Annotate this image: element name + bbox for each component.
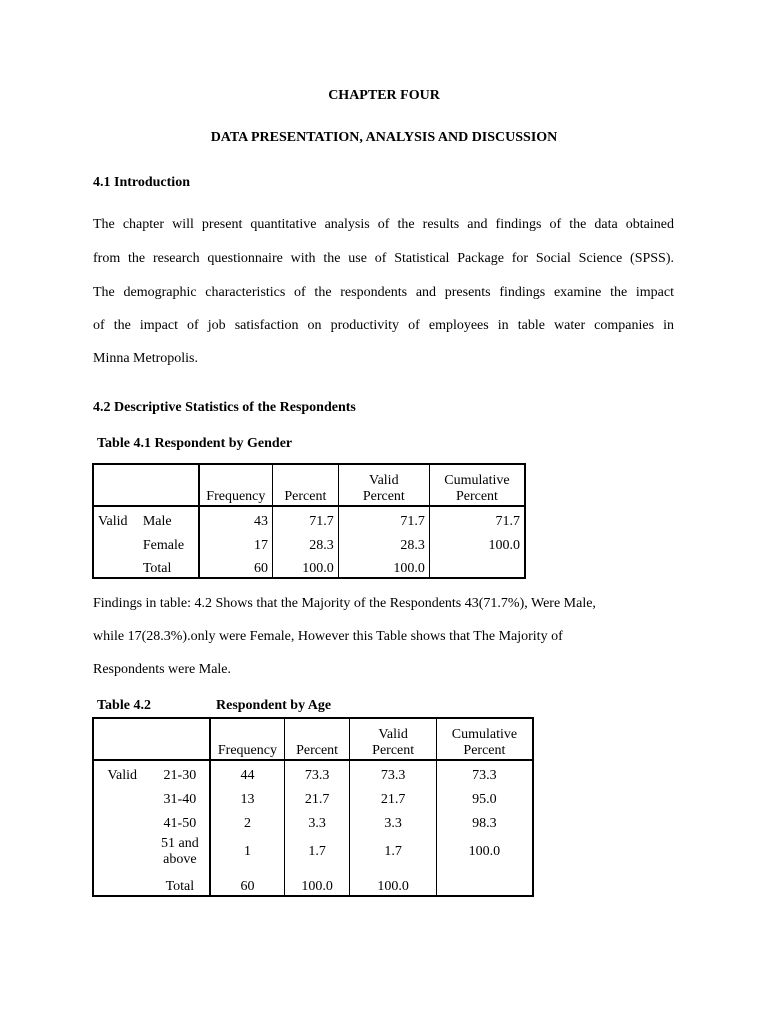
- group-label: Valid: [107, 768, 138, 783]
- header-frequency: Frequency: [199, 464, 273, 506]
- intro-line: Minna Metropolis.: [93, 351, 198, 366]
- cell-cumulative-percent: 95.0: [472, 792, 497, 807]
- cell-frequency: 60: [199, 554, 273, 578]
- table2-caption-number: Table 4.2: [97, 698, 151, 713]
- group-label: Valid: [98, 514, 128, 529]
- cell-cumulative-percent: [429, 554, 525, 578]
- header-valid-percent: Valid Percent: [350, 718, 436, 760]
- intro-line: The chapter will present quantitative analysis of the results and findings of the data obtained: [93, 217, 674, 232]
- cell-frequency: 43: [199, 506, 273, 530]
- cell-percent: 100.0: [284, 872, 350, 896]
- cell-valid-percent: 100.0: [338, 554, 429, 578]
- table-row: [93, 832, 533, 872]
- table-row: [93, 530, 525, 554]
- cell-cumulative-percent: 100.0: [468, 844, 501, 859]
- table-row: [93, 872, 533, 896]
- descriptive-heading: 4.2 Descriptive Statistics of the Respondents: [93, 400, 356, 415]
- header-valid-percent: Valid Percent: [338, 464, 429, 506]
- row-label: Total: [139, 554, 199, 578]
- header-cumulative-percent: Cumulative Percent: [436, 718, 533, 760]
- header-frequency: Frequency: [210, 718, 284, 760]
- intro-line: The demographic characteristics of the respondents and presents findings examine the impact: [93, 285, 674, 300]
- table-row: [93, 784, 533, 808]
- cell-percent: 3.3: [284, 808, 350, 832]
- cell-valid-percent: 73.3: [350, 760, 436, 784]
- table-age: [92, 717, 534, 897]
- table-gender: [92, 463, 526, 579]
- cell-percent: 21.7: [284, 784, 350, 808]
- cell-frequency: 13: [210, 784, 284, 808]
- findings-line: Respondents were Male.: [93, 662, 232, 677]
- row-label: Total: [151, 872, 211, 896]
- table-row: [93, 760, 533, 784]
- cell-cumulative-percent: 98.3: [472, 816, 497, 831]
- cell-valid-percent: 71.7: [338, 506, 429, 530]
- cell-frequency: 1: [210, 832, 284, 872]
- header-cumulative-percent: Cumulative Percent: [429, 464, 525, 506]
- chapter-title: CHAPTER FOUR: [328, 88, 440, 103]
- findings-line: while 17(28.3%).only were Female, However this Table shows that The Majority of: [93, 629, 563, 644]
- cell-percent: 100.0: [273, 554, 339, 578]
- intro-line: of the impact of job satisfaction on productivity of employees in table water companies in: [93, 318, 674, 333]
- intro-heading: 4.1 Introduction: [93, 175, 190, 190]
- cell-cumulative-percent: 73.3: [472, 768, 497, 783]
- table1-caption: Table 4.1 Respondent by Gender: [97, 436, 293, 451]
- cell-cumulative-percent: [436, 872, 533, 896]
- cell-valid-percent: 21.7: [350, 784, 436, 808]
- header-percent: Percent: [273, 464, 339, 506]
- cell-frequency: 60: [210, 872, 284, 896]
- cell-valid-percent: 28.3: [338, 530, 429, 554]
- intro-line: from the research questionnaire with the use of Statistical Package for Social Science (SPSS).: [93, 251, 674, 266]
- section-title: DATA PRESENTATION, ANALYSIS AND DISCUSSION: [210, 130, 558, 145]
- table-row: [93, 506, 525, 530]
- findings-line: Findings in table: 4.2 Shows that the Majority of the Respondents 43(71.7%), Were Male,: [93, 596, 596, 611]
- cell-frequency: 44: [210, 760, 284, 784]
- table-row: [93, 554, 525, 578]
- cell-percent: 1.7: [284, 832, 350, 872]
- table-row: [93, 808, 533, 832]
- cell-valid-percent: 100.0: [350, 872, 436, 896]
- cell-cumulative-percent: 71.7: [495, 514, 520, 529]
- row-label: 51 and above: [151, 832, 211, 872]
- cell-percent: 73.3: [284, 760, 350, 784]
- row-label: 31-40: [151, 784, 211, 808]
- row-label: Male: [139, 506, 199, 530]
- row-label: Female: [139, 530, 199, 554]
- table-header-row: [93, 718, 533, 760]
- cell-valid-percent: 1.7: [350, 832, 436, 872]
- cell-valid-percent: 3.3: [350, 808, 436, 832]
- table-header-row: [93, 464, 525, 506]
- header-percent: Percent: [284, 718, 350, 760]
- table2-caption-title: Respondent by Age: [216, 698, 332, 713]
- cell-cumulative-percent: 100.0: [488, 538, 520, 553]
- row-label: 21-30: [151, 760, 211, 784]
- cell-percent: 28.3: [273, 530, 339, 554]
- cell-frequency: 2: [210, 808, 284, 832]
- cell-frequency: 17: [199, 530, 273, 554]
- row-label: 41-50: [151, 808, 211, 832]
- cell-percent: 71.7: [273, 506, 339, 530]
